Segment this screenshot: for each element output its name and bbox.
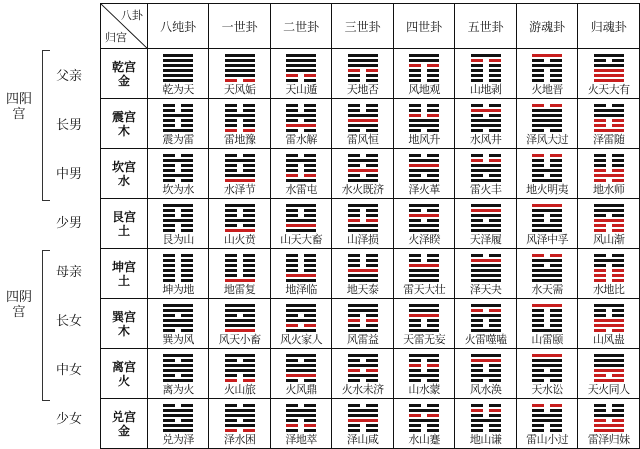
hexagram-icon <box>471 254 501 282</box>
hexagram-name: 离为火 <box>162 383 194 396</box>
hexagram-name: 水泽节 <box>223 183 256 196</box>
hexagram-cell[interactable] <box>516 249 578 299</box>
row-label-7: 少女 <box>55 412 82 427</box>
hexagram-name: 天山遁 <box>285 83 317 96</box>
hexagram-name: 雷地豫 <box>223 133 256 146</box>
hexagram-icon <box>348 254 378 282</box>
hexagram-cell[interactable] <box>455 99 517 149</box>
hexagram-name: 水地比 <box>592 283 625 296</box>
hexagram-icon <box>348 154 378 182</box>
hexagram-cell[interactable] <box>147 349 209 399</box>
col-header-4: 四世卦 <box>393 4 455 49</box>
hexagram-name: 震为雷 <box>162 133 194 146</box>
hexagram-name: 山火贲 <box>223 233 256 246</box>
hexagram-name: 地雷复 <box>223 283 256 296</box>
hexagram-name: 泽地萃 <box>285 433 317 446</box>
hexagram-cell[interactable] <box>332 99 394 149</box>
hexagram-icon <box>594 104 624 132</box>
table-row <box>101 199 640 249</box>
row-label-1: 长男 <box>55 118 82 133</box>
palace-cell-0[interactable] <box>101 49 148 99</box>
hexagram-cell[interactable] <box>270 349 332 399</box>
hexagram-icon <box>286 154 316 182</box>
hexagram-icon <box>409 54 439 82</box>
col-header-6: 游魂卦 <box>516 4 578 49</box>
hexagram-cell[interactable] <box>516 49 578 99</box>
hexagram-icon <box>286 254 316 282</box>
hexagram-cell[interactable] <box>147 49 209 99</box>
palace-name: 坎宫 <box>111 159 136 174</box>
hexagram-icon <box>471 104 501 132</box>
hexagram-icon <box>225 154 255 182</box>
palace-cell-5[interactable] <box>101 299 148 349</box>
hexagram-cell[interactable] <box>455 349 517 399</box>
palace-name: 震宫 <box>111 109 136 124</box>
hexagram-name: 山地剥 <box>469 83 502 96</box>
hexagram-name: 风泽中孚 <box>526 233 569 246</box>
hexagram-name: 雷风恒 <box>346 133 379 146</box>
table-row <box>101 99 640 149</box>
hexagram-cell[interactable] <box>270 49 332 99</box>
palace-cell-3[interactable] <box>101 199 148 249</box>
hexagram-cell[interactable] <box>516 299 578 349</box>
palace-cell-6[interactable] <box>101 349 148 399</box>
hexagram-cell[interactable] <box>332 199 394 249</box>
hexagram-name: 风火家人 <box>280 333 323 346</box>
hexagram-name: 泽山咸 <box>346 433 379 446</box>
hexagram-icon <box>532 254 562 282</box>
hexagram-icon <box>348 104 378 132</box>
hexagram-cell[interactable] <box>578 49 640 99</box>
hexagram-cell[interactable] <box>209 49 271 99</box>
hexagram-icon <box>594 304 624 332</box>
hexagram-cell[interactable] <box>209 349 271 399</box>
table-row <box>101 399 640 449</box>
hexagram-name: 火泽睽 <box>408 233 440 246</box>
hexagram-cell[interactable] <box>147 199 209 249</box>
hexagram-icon <box>225 404 255 432</box>
col-header-2: 二世卦 <box>270 4 332 49</box>
hexagram-name: 水雷屯 <box>285 183 317 196</box>
hexagram-cell[interactable] <box>332 49 394 99</box>
hexagram-cell[interactable] <box>147 299 209 349</box>
hexagram-name: 火地晋 <box>531 83 563 96</box>
hexagram-cell[interactable] <box>455 199 517 249</box>
hexagram-name: 风雷益 <box>346 333 379 346</box>
hexagram-cell[interactable] <box>455 249 517 299</box>
hexagram-name: 天风姤 <box>223 83 256 96</box>
palace-name: 乾宫 <box>111 59 136 74</box>
hexagram-cell[interactable] <box>578 299 640 349</box>
hexagram-name: 山泽损 <box>346 233 379 246</box>
hexagram-cell[interactable] <box>578 99 640 149</box>
hexagram-name: 水山蹇 <box>408 433 440 446</box>
palace-name: 艮宫 <box>111 209 136 224</box>
hexagram-icon <box>532 304 562 332</box>
palace-element: 水 <box>117 173 130 188</box>
hexagram-name: 水风井 <box>469 133 502 146</box>
hexagram-icon <box>286 204 316 232</box>
hexagram-cell[interactable] <box>455 149 517 199</box>
hexagram-icon <box>471 354 501 382</box>
hexagram-icon <box>225 104 255 132</box>
hexagram-icon <box>348 304 378 332</box>
hexagram-icon <box>225 204 255 232</box>
group-label-yang: 四阳宫 <box>5 92 32 122</box>
hexagram-name: 火水未济 <box>341 383 384 396</box>
hexagram-name: 坤为地 <box>162 283 194 296</box>
hexagram-name: 雷山小过 <box>526 433 569 446</box>
hexagram-name: 地天泰 <box>346 283 379 296</box>
palace-element: 木 <box>117 323 130 338</box>
group-label-column <box>0 0 40 436</box>
hexagram-cell[interactable] <box>393 399 455 449</box>
hexagram-icon <box>409 254 439 282</box>
hexagram-icon <box>225 54 255 82</box>
hexagram-cell[interactable] <box>332 349 394 399</box>
hexagram-cell[interactable] <box>209 99 271 149</box>
hexagram-icon <box>286 304 316 332</box>
hexagram-name: 地水师 <box>592 183 625 196</box>
hexagram-cell[interactable] <box>516 349 578 399</box>
hexagram-icon <box>532 104 562 132</box>
hexagram-name: 雷泽归妹 <box>587 433 630 446</box>
hexagram-cell[interactable] <box>270 299 332 349</box>
hexagram-cell[interactable] <box>455 299 517 349</box>
table-header-row <box>101 4 640 49</box>
hexagram-cell[interactable] <box>578 349 640 399</box>
hexagram-name: 水火既济 <box>341 183 384 196</box>
hexagram-name: 地山谦 <box>469 433 502 446</box>
hexagram-cell[interactable] <box>270 399 332 449</box>
hexagram-icon <box>409 304 439 332</box>
palace-cell-7[interactable] <box>101 399 148 449</box>
row-label-3: 少男 <box>55 216 82 231</box>
hexagram-name: 火天大有 <box>587 83 630 96</box>
hexagram-cell[interactable] <box>332 249 394 299</box>
hexagram-name: 地泽临 <box>285 283 317 296</box>
hexagram-icon <box>348 354 378 382</box>
hexagram-name: 天雷无妄 <box>403 333 446 346</box>
hexagram-icon <box>163 104 193 132</box>
hexagram-name: 坎为水 <box>162 183 194 196</box>
hexagram-icon <box>409 404 439 432</box>
hexagram-icon <box>409 154 439 182</box>
hexagram-name: 艮为山 <box>162 233 194 246</box>
palace-cell-4[interactable] <box>101 249 148 299</box>
row-label-5: 长女 <box>55 314 82 329</box>
hexagram-name: 泽风大过 <box>526 133 569 146</box>
hexagram-name: 山水蒙 <box>408 383 440 396</box>
hexagram-icon <box>409 354 439 382</box>
hexagram-cell[interactable] <box>578 199 640 249</box>
hexagram-cell[interactable] <box>270 149 332 199</box>
hexagram-name: 乾为天 <box>162 83 194 96</box>
palace-element: 火 <box>117 373 130 388</box>
hexagram-icon <box>286 104 316 132</box>
hexagram-cell[interactable] <box>578 399 640 449</box>
hexagram-name: 天火同人 <box>587 383 630 396</box>
hexagram-cell[interactable] <box>393 149 455 199</box>
corner-bottom-label: 归宫 <box>105 31 127 44</box>
hexagram-name: 兑为泽 <box>162 433 194 446</box>
brace-yin-top <box>42 250 50 251</box>
hexagram-name: 巽为风 <box>162 333 194 346</box>
hexagram-icon <box>348 54 378 82</box>
hexagram-name: 风山渐 <box>592 233 625 246</box>
hexagram-name: 泽水困 <box>223 433 256 446</box>
hexagram-cell[interactable] <box>332 299 394 349</box>
hexagram-cell[interactable] <box>209 399 271 449</box>
hexagram-name: 泽火革 <box>408 183 440 196</box>
row-label-column <box>40 0 100 436</box>
hexagram-icon <box>532 354 562 382</box>
hexagram-icon <box>532 404 562 432</box>
hexagram-name: 水天需 <box>531 283 563 296</box>
hexagram-name: 地风升 <box>408 133 440 146</box>
hexagram-icon <box>594 254 624 282</box>
hexagram-name: 泽雷随 <box>592 133 625 146</box>
col-header-5: 五世卦 <box>455 4 517 49</box>
col-header-0: 八纯卦 <box>147 4 209 49</box>
hexagram-icon <box>594 54 624 82</box>
hexagram-cell[interactable] <box>209 149 271 199</box>
hexagram-cell[interactable] <box>516 199 578 249</box>
hexagram-icon <box>471 304 501 332</box>
hexagram-name: 火风鼎 <box>285 383 317 396</box>
hexagram-name: 山天大畜 <box>280 233 323 246</box>
hexagram-icon <box>594 354 624 382</box>
col-header-1: 一世卦 <box>209 4 271 49</box>
row-label-2: 中男 <box>55 167 82 182</box>
table-row <box>101 349 640 399</box>
brace-yin-bottom <box>42 400 50 401</box>
table-row <box>101 249 640 299</box>
hexagram-icon <box>163 354 193 382</box>
palace-name: 坤宫 <box>111 259 136 274</box>
hexagram-icon <box>225 354 255 382</box>
hexagram-cell[interactable] <box>578 249 640 299</box>
palace-name: 离宫 <box>111 359 136 374</box>
hexagram-cell[interactable] <box>147 149 209 199</box>
hexagram-icon <box>409 104 439 132</box>
hexagram-cell[interactable] <box>147 399 209 449</box>
palace-element: 土 <box>117 273 130 288</box>
hexagram-icon <box>594 404 624 432</box>
hexagram-icon <box>471 204 501 232</box>
hexagram-cell[interactable] <box>270 99 332 149</box>
hexagram-icon <box>163 304 193 332</box>
hexagram-cell[interactable] <box>332 149 394 199</box>
hexagram-cell[interactable] <box>455 49 517 99</box>
hexagram-cell[interactable] <box>455 399 517 449</box>
bagua-table <box>100 3 640 449</box>
hexagram-name: 天地否 <box>346 83 379 96</box>
hexagram-cell[interactable] <box>578 149 640 199</box>
hexagram-icon <box>532 154 562 182</box>
hexagram-icon <box>409 204 439 232</box>
hexagram-cell[interactable] <box>393 49 455 99</box>
hexagram-name: 泽天夬 <box>469 283 502 296</box>
hexagram-icon <box>286 404 316 432</box>
hexagram-cell[interactable] <box>147 249 209 299</box>
hexagram-icon <box>225 254 255 282</box>
hexagram-icon <box>286 54 316 82</box>
hexagram-icon <box>163 254 193 282</box>
hexagram-name: 火山旅 <box>223 383 256 396</box>
table-row <box>101 149 640 199</box>
hexagram-cell[interactable] <box>516 99 578 149</box>
hexagram-icon <box>594 154 624 182</box>
hexagram-name: 天泽履 <box>469 233 502 246</box>
hexagram-name: 雷天大壮 <box>403 283 446 296</box>
hexagram-icon <box>594 204 624 232</box>
hexagram-cell[interactable] <box>393 249 455 299</box>
hexagram-name: 雷水解 <box>285 133 317 146</box>
hexagram-cell[interactable] <box>209 199 271 249</box>
hexagram-icon <box>471 404 501 432</box>
hexagram-cell[interactable] <box>270 199 332 249</box>
table-body <box>101 49 640 449</box>
hexagram-cell[interactable] <box>393 349 455 399</box>
palace-element: 金 <box>117 423 130 438</box>
hexagram-icon <box>532 204 562 232</box>
hexagram-icon <box>471 54 501 82</box>
corner-top-label: 八卦 <box>120 9 143 22</box>
hexagram-cell[interactable] <box>209 299 271 349</box>
hexagram-icon <box>163 204 193 232</box>
hexagram-name: 雷火丰 <box>469 183 502 196</box>
hexagram-name: 地火明夷 <box>526 183 569 196</box>
palace-element: 木 <box>117 123 130 138</box>
hexagram-name: 山风蛊 <box>592 333 625 346</box>
hexagram-name: 风地观 <box>408 83 440 96</box>
hexagram-cell[interactable] <box>393 199 455 249</box>
palace-name: 兑宫 <box>111 409 136 424</box>
group-label-yin: 四阴宫 <box>5 290 32 320</box>
hexagram-icon <box>348 204 378 232</box>
palace-element: 土 <box>117 223 130 238</box>
hexagram-cell[interactable] <box>516 399 578 449</box>
table-row <box>101 299 640 349</box>
hexagram-icon <box>163 54 193 82</box>
corner-header <box>101 4 148 49</box>
hexagram-icon <box>163 154 193 182</box>
hexagram-cell[interactable] <box>209 249 271 299</box>
palace-cell-1[interactable] <box>101 99 148 149</box>
palace-cell-2[interactable] <box>101 149 148 199</box>
hexagram-name: 风天小畜 <box>218 333 261 346</box>
hexagram-cell[interactable] <box>393 299 455 349</box>
palace-element: 金 <box>117 73 130 88</box>
hexagram-name: 山雷颐 <box>531 333 563 346</box>
col-header-7: 归魂卦 <box>578 4 640 49</box>
hexagram-name: 火雷噬嗑 <box>464 333 507 346</box>
col-header-3: 三世卦 <box>332 4 394 49</box>
hexagram-cell[interactable] <box>270 249 332 299</box>
hexagram-cell[interactable] <box>147 99 209 149</box>
brace-yang-bottom <box>42 200 50 201</box>
hexagram-name: 天水讼 <box>531 383 563 396</box>
row-label-6: 中女 <box>55 363 82 378</box>
hexagram-cell[interactable] <box>393 99 455 149</box>
hexagram-icon <box>348 404 378 432</box>
hexagram-cell[interactable] <box>332 399 394 449</box>
hexagram-icon <box>286 354 316 382</box>
table-row <box>101 49 640 99</box>
row-label-0: 父亲 <box>55 69 82 84</box>
hexagram-icon <box>471 154 501 182</box>
row-label-4: 母亲 <box>55 265 82 280</box>
hexagram-icon <box>532 54 562 82</box>
hexagram-icon <box>225 304 255 332</box>
palace-name: 巽宫 <box>111 309 136 324</box>
hexagram-icon <box>163 404 193 432</box>
hexagram-name: 风水涣 <box>469 383 502 396</box>
hexagram-cell[interactable] <box>516 149 578 199</box>
brace-yang-top <box>42 50 50 51</box>
